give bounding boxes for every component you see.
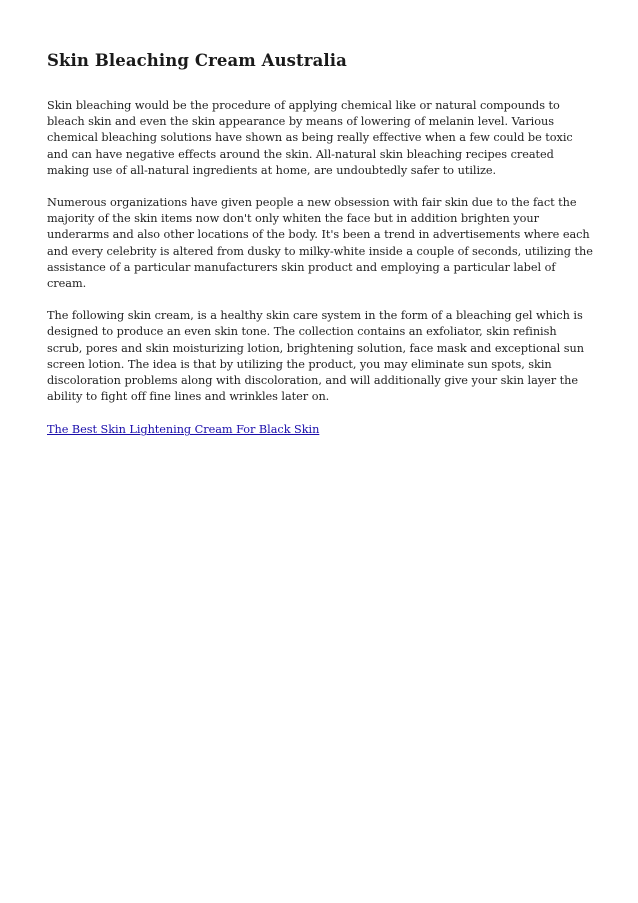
document-title: Skin Bleaching Cream Australia xyxy=(47,51,347,70)
body-paragraph-3: The following skin cream, is a healthy skin care system in the form of a bleaching gel which is designed to produce an even skin tone. The collection contains an exfoliator, skin refinish scrub, pores and skin moisturizing lotion, brightening solution, face mask and exceptional sun screen lotion. The idea is that by utilizing the product, you may eliminate sun spots, skin discoloration problems along with discoloration, and will additionally give your skin layer the ability to fight off fine lines and wrinkles later on. xyxy=(47,309,584,404)
body-paragraph-2: Numerous organizations have given people a new obsession with fair skin due to the fact the majority of the skin items now don't only whiten the face but in addition brighten your underarms and also other locations of the body. It's been a trend in advertisements where each and every celebrity is altered from dusky to milky-white inside a couple of seconds, utilizing the assistance of a particular manufacturers skin product and employing a particular label of cream. xyxy=(47,196,593,291)
body-paragraph-1: Skin bleaching would be the procedure of applying chemical like or natural compounds to bleach skin and even the skin appearance by means of lowering of melanin level. Various chemical bleaching solutions have shown as being really effective when a few could be toxic and can have negative effects around the skin. All-natural skin bleaching recipes created making use of all-natural ingredients at home, are undoubtedly safer to utilize. xyxy=(47,99,573,177)
document-content xyxy=(47,50,595,438)
article-link[interactable]: The Best Skin Lightening Cream For Black Skin xyxy=(47,423,320,437)
